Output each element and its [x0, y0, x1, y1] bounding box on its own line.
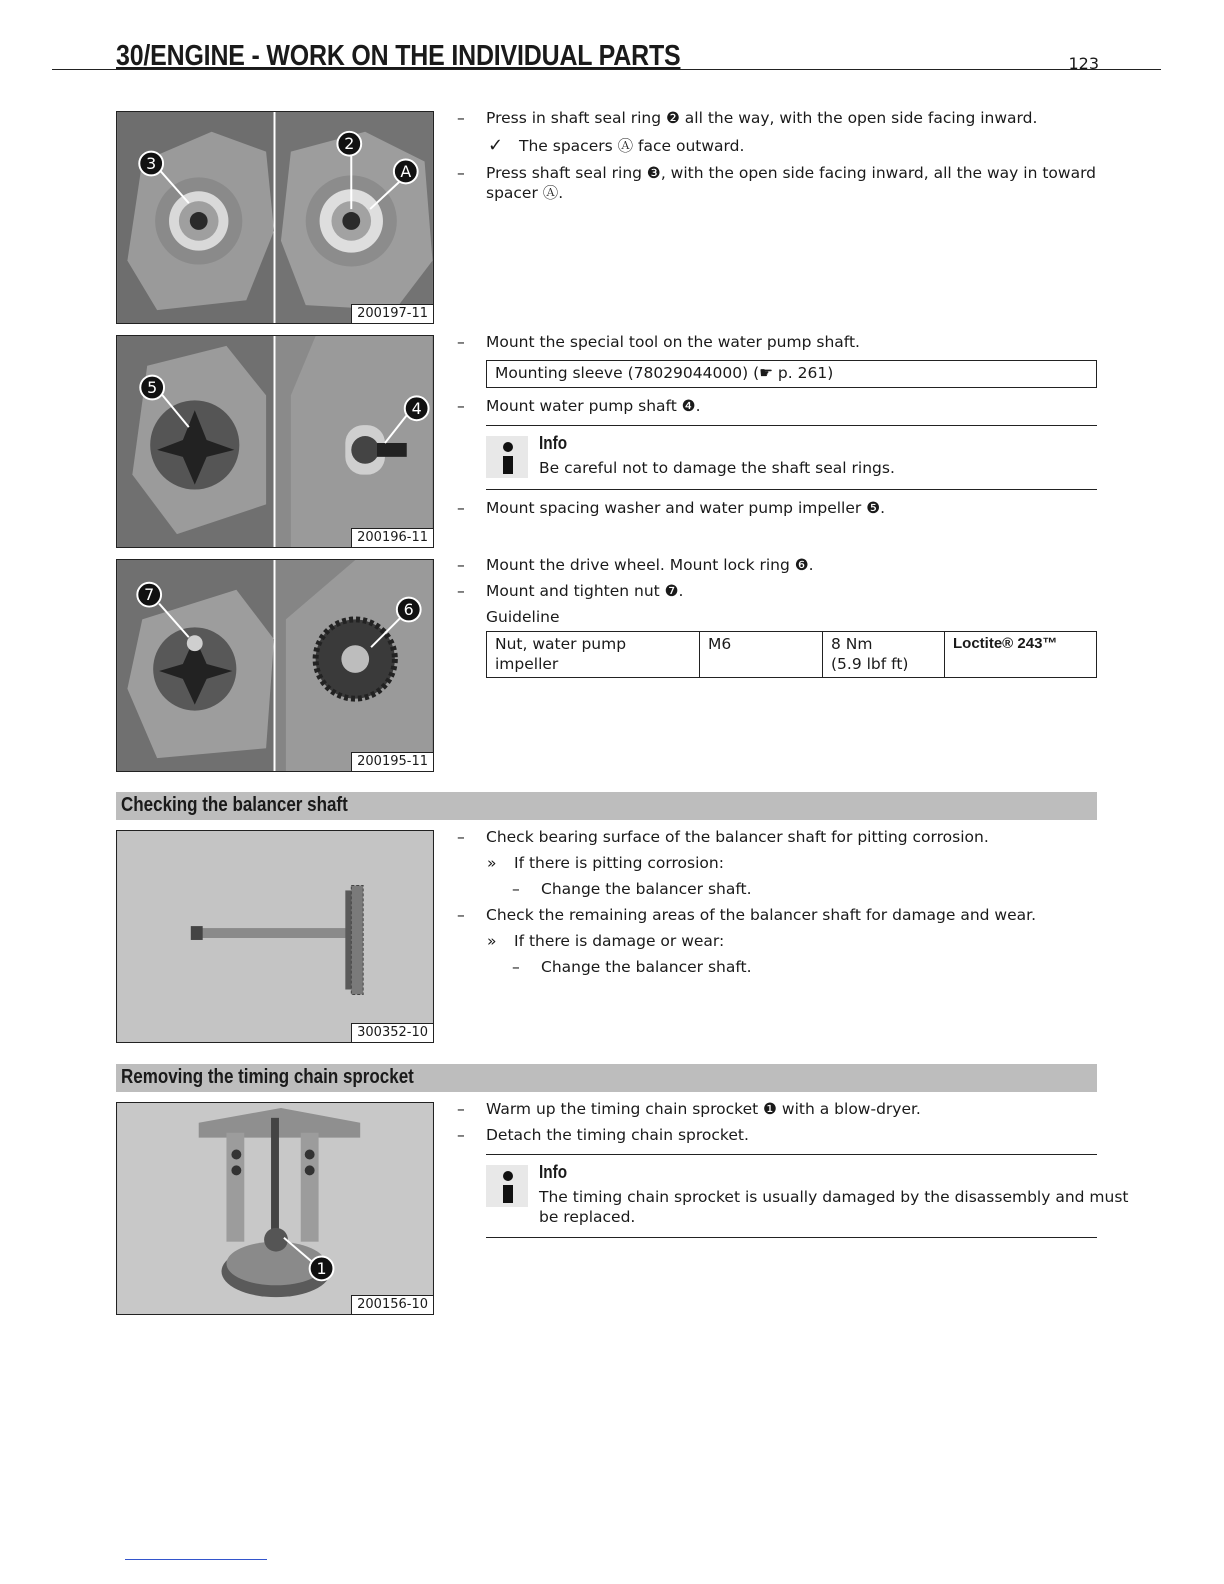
footer-rule [125, 1559, 267, 1560]
step-text: Mount the special tool on the water pump shaft. [486, 333, 860, 351]
photo-water-pump-shaft [116, 335, 434, 548]
info-title: Info [539, 1162, 568, 1182]
step-text: Detach the timing chain sprocket. [486, 1126, 749, 1144]
photo-balancer-shaft [116, 830, 434, 1043]
step-text: Check the remaining areas of the balancer shaft for damage and wear. [486, 906, 1037, 924]
photo-timing-chain-sprocket-graphic [117, 1103, 433, 1314]
table-cell [823, 632, 945, 678]
special-tool-text: Mounting sleeve (78029044000) (☛ p. 261) [495, 364, 834, 382]
torque-value-imperial: (5.9 lbf ft) [831, 655, 909, 673]
info-title: Info [539, 433, 568, 453]
section-title: Removing the timing chain sprocket [121, 1066, 414, 1088]
photo-drive-wheel-nut [116, 559, 434, 772]
photo-shaft-seal-rings [116, 111, 434, 324]
action-text: Change the balancer shaft. [541, 958, 752, 976]
photo-code: 200195-11 [351, 752, 433, 771]
callout-7-label: 7 [144, 585, 155, 605]
torque-value: 8 Nm [831, 635, 873, 653]
list-dash: – [457, 499, 465, 517]
info-text-cont: be replaced. [539, 1208, 636, 1226]
table-cell: M6 [700, 632, 823, 678]
condition-text: If there is pitting corrosion: [514, 854, 724, 872]
table-row [487, 632, 1097, 678]
info-text: Be careful not to damage the shaft seal rings. [539, 459, 895, 477]
torque-spec-table [486, 631, 1097, 678]
info-icon [486, 436, 528, 478]
list-dash: – [512, 958, 520, 976]
step-text: Check bearing surface of the balancer shaft for pitting corrosion. [486, 828, 989, 846]
step-text: Mount water pump shaft ❹. [486, 397, 701, 415]
info-icon [486, 1165, 528, 1207]
list-dash: – [457, 556, 465, 574]
step-text: Mount and tighten nut ❼. [486, 582, 684, 600]
step-text: Warm up the timing chain sprocket ❶ with a blow-dryer. [486, 1100, 921, 1118]
photo-code: 200156-10 [351, 1295, 433, 1314]
section-header [116, 1064, 1097, 1092]
list-dash: – [457, 1100, 465, 1118]
callout-3-label: 3 [146, 154, 157, 174]
step-text-cont: spacer Ⓐ. [486, 184, 564, 202]
photo-code: 300352-10 [351, 1023, 433, 1042]
table-cell: Loctite® 243™ [945, 632, 1097, 678]
photo-shaft-seal-rings-graphic [117, 112, 433, 323]
page-title: 30/ENGINE - WORK ON THE INDIVIDUAL PARTS [116, 40, 681, 72]
condition-arrow: » [487, 932, 497, 950]
action-text: Change the balancer shaft. [541, 880, 752, 898]
info-block [486, 425, 1097, 490]
photo-drive-wheel-nut-graphic [117, 560, 433, 771]
list-dash: – [457, 109, 465, 127]
list-dash: – [457, 1126, 465, 1144]
photo-code: 200196-11 [351, 528, 433, 547]
list-dash: – [457, 582, 465, 600]
photo-timing-chain-sprocket [116, 1102, 434, 1315]
result-text: The spacers Ⓐ face outward. [519, 137, 745, 155]
list-dash: – [457, 397, 465, 415]
photo-water-pump-shaft-graphic [117, 336, 433, 547]
callout-2-label: 2 [344, 134, 355, 154]
page-header [52, 38, 1161, 73]
callout-5-label: 5 [147, 378, 158, 398]
callout-a-label: A [400, 161, 412, 181]
step-text: Mount the drive wheel. Mount lock ring ❻. [486, 556, 814, 574]
special-tool-box [486, 360, 1097, 388]
condition-text: If there is damage or wear: [514, 932, 725, 950]
photo-code: 200197-11 [351, 304, 433, 323]
list-dash: – [457, 333, 465, 351]
guideline-label: Guideline [486, 608, 560, 626]
step-text: Press in shaft seal ring ❷ all the way, with the open side facing inward. [486, 109, 1038, 127]
info-block [486, 1154, 1129, 1238]
callout-1-label: 1 [316, 1258, 327, 1278]
page-number: 123 [1068, 54, 1099, 73]
section-title: Checking the balancer shaft [121, 794, 348, 816]
list-dash: – [512, 880, 520, 898]
photo-balancer-shaft-graphic [117, 831, 433, 1042]
list-dash: – [457, 906, 465, 924]
callout-4-label: 4 [411, 398, 422, 418]
info-text: The timing chain sprocket is usually damaged by the disassembly and must [539, 1188, 1129, 1206]
list-dash: – [457, 828, 465, 846]
table-cell: Nut, water pump impeller [487, 632, 700, 678]
callout-6-label: 6 [403, 600, 414, 620]
step-text: Press shaft seal ring ❸, with the open side facing inward, all the way in toward [486, 164, 1097, 182]
check-icon: ✓ [488, 135, 504, 156]
step-text: Mount spacing washer and water pump impeller ❺. [486, 499, 886, 517]
section-header [116, 792, 1097, 820]
condition-arrow: » [487, 854, 497, 872]
list-dash: – [457, 164, 465, 182]
